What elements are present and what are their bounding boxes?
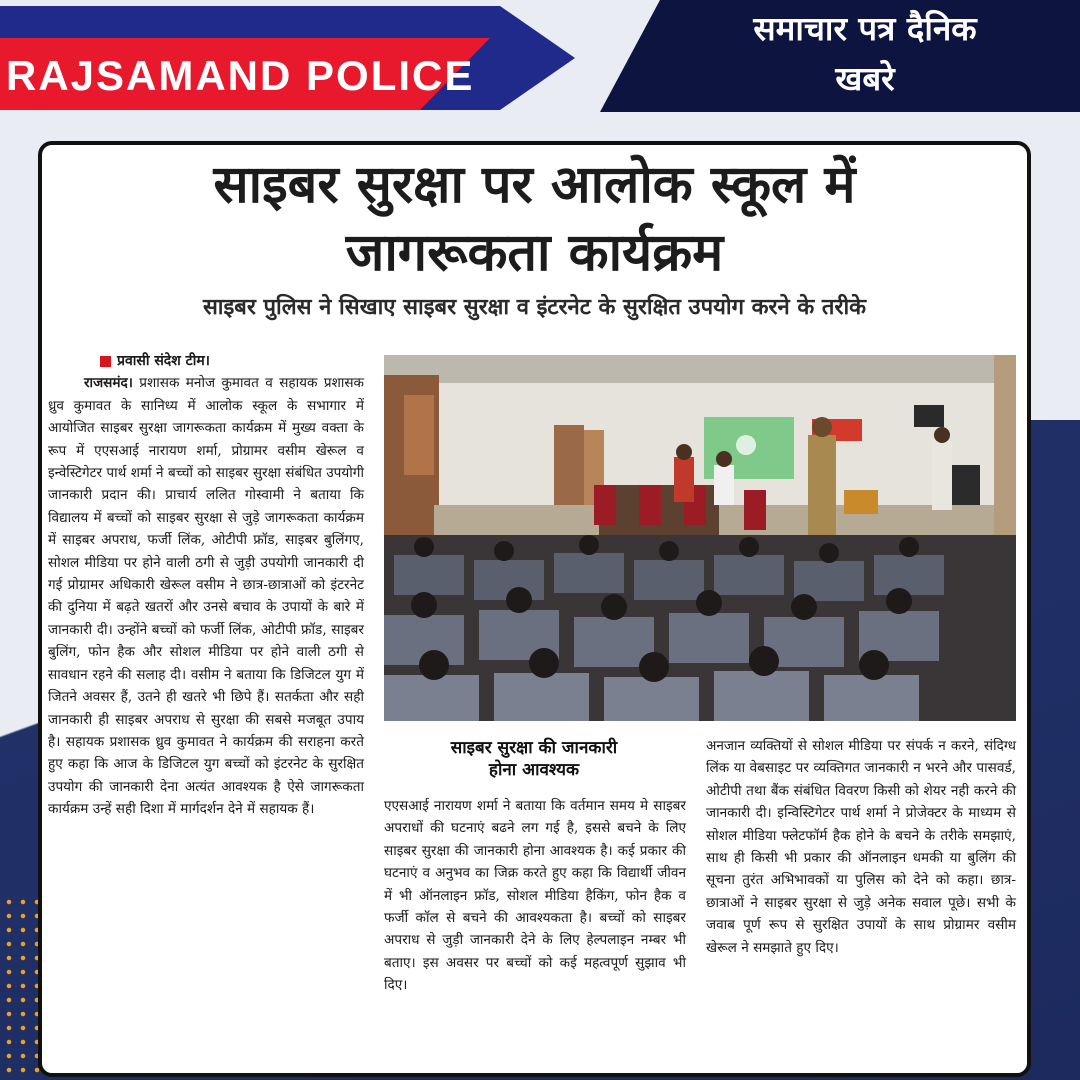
section-title-line1: समाचार पत्र दैनिक [753, 9, 977, 48]
dateline: राजसमंद। [84, 375, 133, 392]
section-title [660, 4, 1070, 108]
box-heading [394, 737, 674, 781]
headline-line2: जागरूकता कार्यक्रम [345, 223, 724, 283]
article-column-1 [48, 350, 364, 821]
column-3-text: अनजान व्यक्तियों से सोशल मीडिया पर संपर्क न करने, संदिग्ध लिंक या वेबसाइट पर व्यक्तिगत जानकारी न भरने और पासवर्ड, ओटीपी तथा बैंक संबंधित विवरण किसी को शेयर नही करने की जानकारी दी। इन्विस्टिगेटर पार्थ शर्मा ने प्रोजेक्टर के माध्यम से सोशल मीडिया फ्लेटफॉर्म हैक होने के बचने के तरीके समझाएं, साथ ही किसी भी प्रकार की ऑनलाइन धमकी या बुलिंग की सूचना तुरंत अभिभावकों या पुलिस को देने को कहा। छात्र-छात्राओं ने साइबर सुरक्षा से जुड़े अनेक सवाल पूछे। सभी के जवाब पूर्ण रूप से सुरक्षित उपायों के साथ प्रोग्रामर वसीम खेरूल ने समझाते हुए दिए। [706, 738, 1016, 956]
section-title-line2: खबरे [835, 59, 895, 98]
event-photo [384, 355, 1016, 721]
box-heading-line1: साइबर सुरक्षा की जानकारी [450, 738, 618, 758]
byline-text: प्रवासी संदेश टीम। [117, 353, 210, 369]
article-headline [42, 151, 1027, 287]
byline [100, 350, 364, 372]
box-heading-line2: होना आवश्यक [488, 760, 580, 780]
column-1-text: प्रशासक मनोज कुमावत व सहायक प्रशासक ध्रुव कुमावत के सानिध्य में आलोक स्कूल के सभागार में आयोजित साइबर सुरक्षा जागरूकता कार्यक्रम में मुख्य वक्ता के रूप में एएसआई नारायण शर्मा, प्रोग्रामर वसीम खेरूल व इन्वेस्टिगेटर पार्थ शर्मा ने बच्चों को साइबर सुरक्षा संबंधित उपयोगी जानकारी प्रदान की। प्राचार्य ललित गोस्वामी ने बताया कि विद्यालय में बच्चों को साइबर सुरक्षा से जुड़े जागरूकता कार्यक्रम में साइबर अपराध, फर्जी लिंक, ओटीपी फ्रॉड, साइबर बुलिंगए, सोशल मीडिया पर होने वाली ठगी से जुड़ी उपयोगी जानकारी दी गई प्रोग्रामर अधिकारी खेरूल वसीम ने छात्र-छात्राओं को इंटरनेट की दुनिया में बढ़ते खतरों और उनसे बचाव के उपायों के बारे में जानकारी दी। उन्होंने बच्चों को फर्जी लिंक, ओटीपी फ्रॉड, साइबर बुलिंग, फोन हैक और सोशल मीडिया पर होने वाली ठगी से सावधान रहने की सलाह दी। वसीम ने बताया कि डिजिटल युग में जितने अवसर हैं, उतने ही खतरे भी छिपे हैं। सतर्कता और सही जानकारी ही साइबर अपराध से सुरक्षा की सबसे मजबूत उपाय है। सहायक प्रशासक ध्रुव कुमावत ने कार्यक्रम की सराहना करते हुए कहा कि आज के डिजिटल युग बच्चों को इंटरनेट के सुरक्षित उपयोग की जानकारी देना अत्यंत आवश्यक है ऐसे जागरूकता कार्यक्रम उन्हें सही दिशा में मार्गदर्शन देने में सहायक हैं। [48, 375, 364, 818]
headline-line1: साइबर सुरक्षा पर आलोक स्कूल में [213, 155, 856, 215]
article-subheadline: साइबर पुलिस ने सिखाए साइबर सुरक्षा व इंटरनेट के सुरक्षित उपयोग करने के तरीके [202, 295, 867, 320]
brand-title: RAJSAMAND POLICE [6, 52, 475, 99]
article-column-2 [384, 795, 686, 997]
red-square-icon [100, 356, 111, 367]
article-column-3 [706, 735, 1016, 959]
column-2-text: एएसआई नारायण शर्मा ने बताया कि वर्तमान समय मे साइबर अपराधों की घटनाएं बढने लग गई है, इससे बचने के लिए साइबर सुरक्षा की जानकारी होना आवश्यक है। कई प्रकार की घटनाएं व अनुभव का जिक्र करते हुए कहा कि विद्यार्थी जीवन में भी ऑनलाइन फ्रॉड, सोशल मीडिया हैकिंग, फोन हैक व फर्जी कॉल से बचने की आवश्यकता है। बच्चों को साइबर अपराध से जुड़ी जानकारी देने के लिए हेल्पलाइन नम्बर भी बताए। इस अवसर पर बच्चों को कई महत्वपूर्ण सुझाव भी दिए। [384, 798, 686, 994]
newspaper-clipping [38, 141, 1031, 1077]
decorative-dots [2, 895, 42, 1075]
